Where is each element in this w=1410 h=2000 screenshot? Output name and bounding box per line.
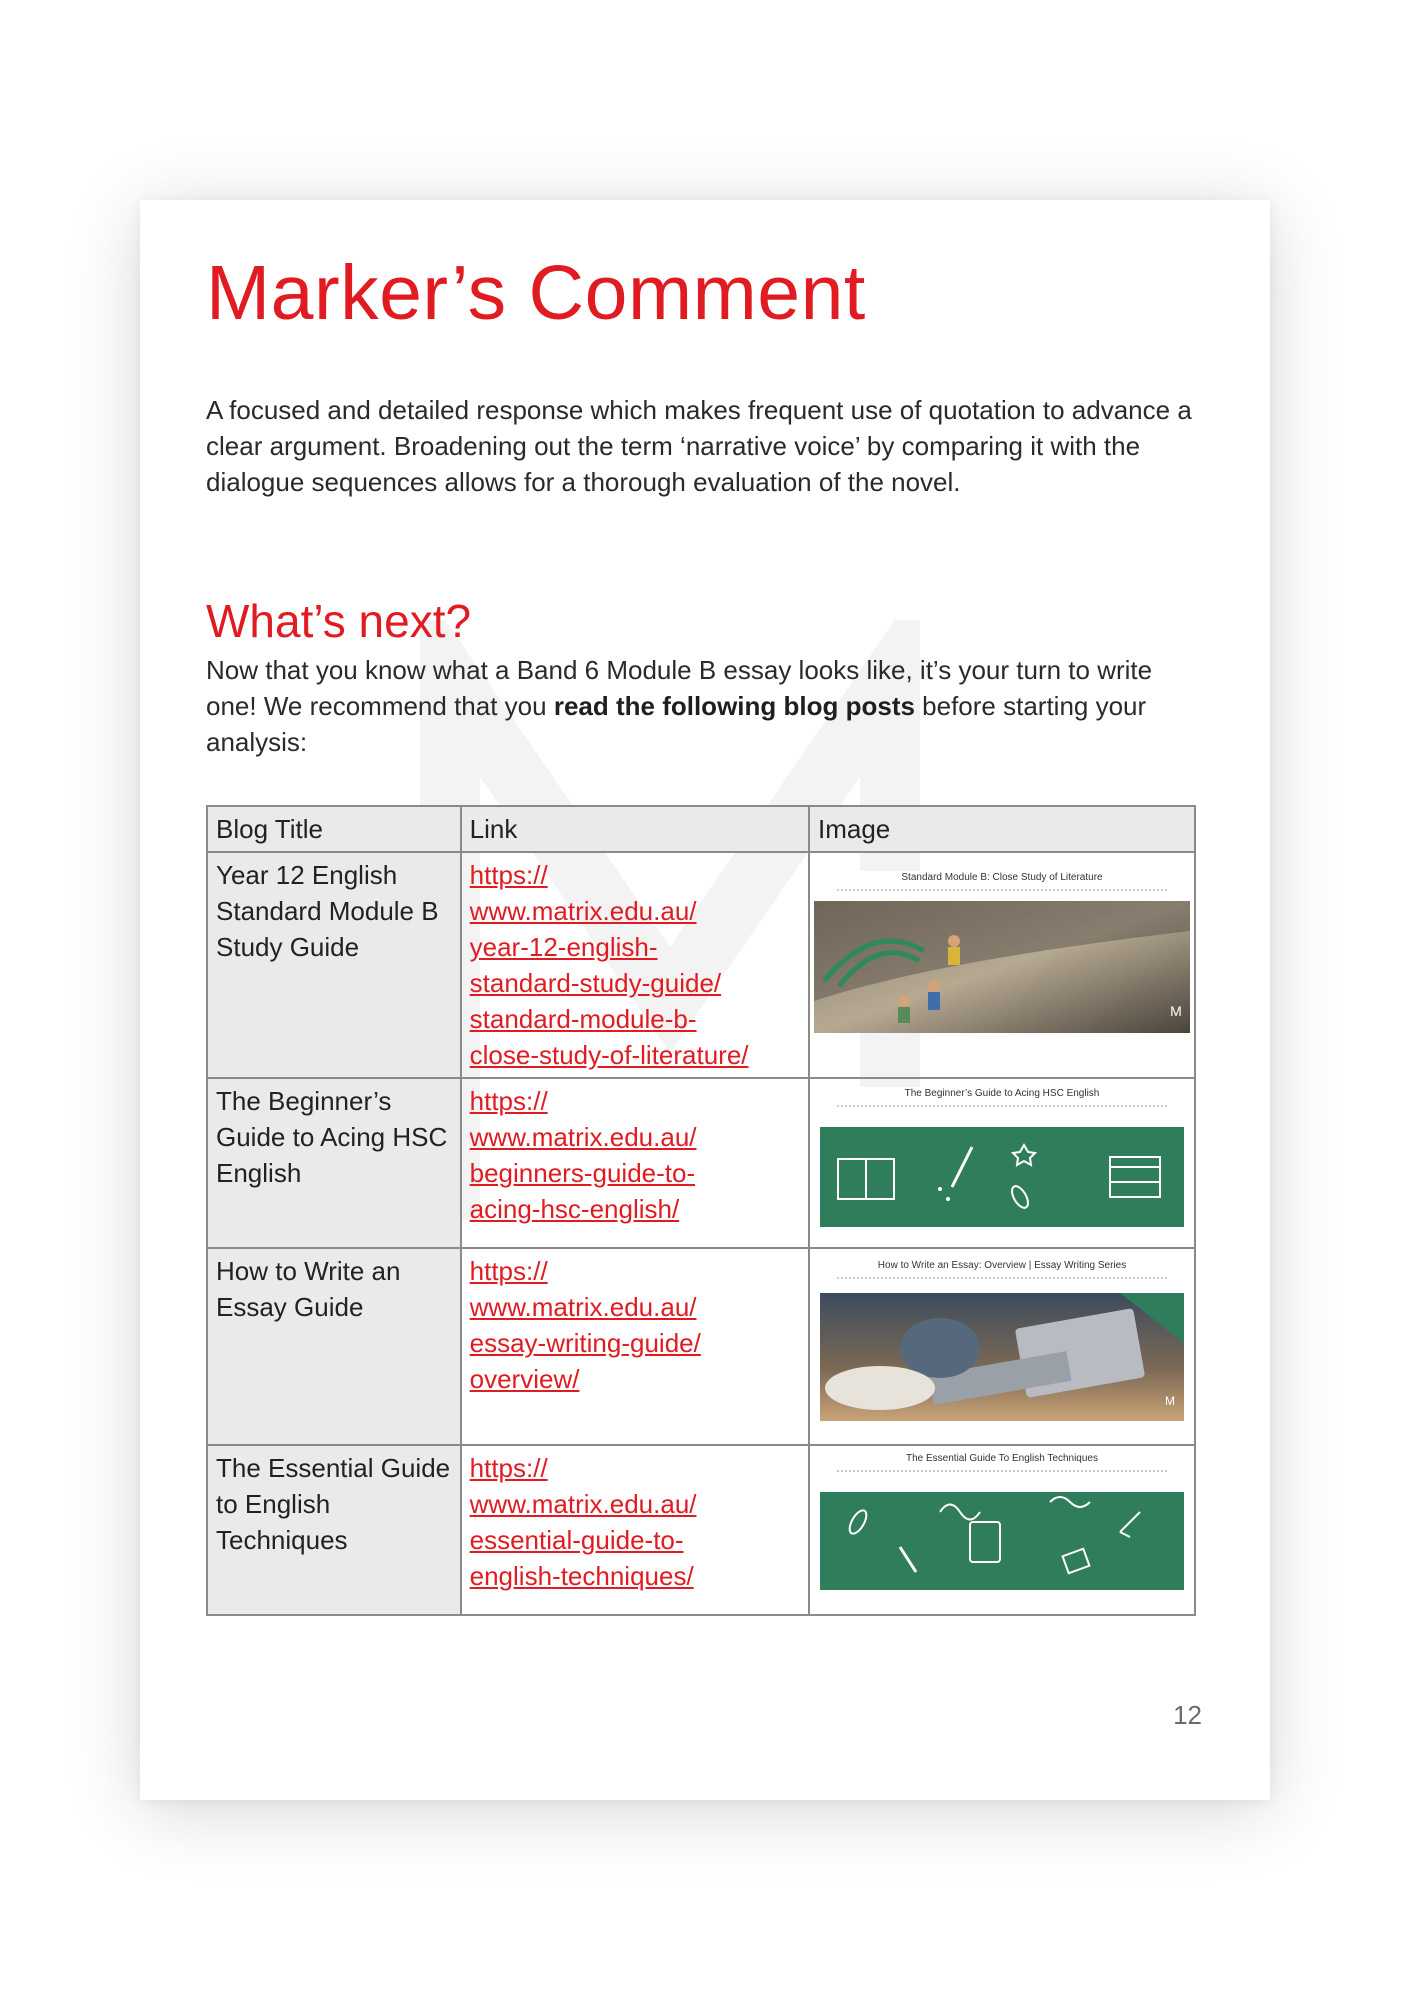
blog-title-cell: The Beginner’s Guide to Acing HSC English: [207, 1078, 461, 1248]
page-number: 12: [1173, 1700, 1202, 1730]
blog-posts-table: [206, 805, 1196, 1616]
whats-next-paragraph: [206, 652, 1206, 760]
thumbnail-subtitle: [837, 1277, 1167, 1293]
blog-link-cell: [461, 852, 809, 1078]
blog-title-cell: The Essential Guide to English Techniques: [207, 1445, 461, 1615]
header-image: Image: [809, 806, 1195, 852]
blog-title-cell: Year 12 English Standard Module B Study Guide: [207, 852, 461, 1078]
whats-next-heading: What’s next?: [206, 595, 472, 647]
thumbnail-title: The Beginner’s Guide to Acing HSC English: [904, 1088, 1100, 1099]
intro-text-end: before starting your analysis:: [206, 691, 1147, 757]
figurines-photo: [814, 901, 1190, 1033]
table-row: [207, 852, 1195, 1078]
thumbnail-title: How to Write an Essay: Overview | Essay Writing Series: [877, 1260, 1127, 1271]
green-doodle-banner: [820, 1492, 1184, 1590]
table-row: [207, 1445, 1195, 1615]
header-blog-title: Blog Title: [207, 806, 461, 852]
blog-link-cell: [461, 1248, 809, 1445]
blog-link-cell: [461, 1078, 809, 1248]
blog-link[interactable]: https:// www.matrix.edu.au/ year-12-english- standard-study-guide/ standard-module-b- close-study-of-literature/: [469, 860, 749, 1070]
table-row: [207, 1078, 1195, 1248]
intro-text: Now that you know what a Band 6 Module B essay looks like, it’s your turn to write one! We recommend that you: [206, 655, 1153, 721]
page-title: Marker’s Comment: [206, 250, 866, 336]
thumbnail-subtitle: [837, 1470, 1167, 1492]
blog-link[interactable]: https:// www.matrix.edu.au/ beginners-guide-to- acing-hsc-english/: [469, 1086, 697, 1224]
intro-bold-text: read the following blog posts: [553, 691, 915, 721]
blog-thumbnail[interactable]: [814, 1087, 1190, 1227]
header-link: Link: [461, 806, 809, 852]
document-page: [140, 200, 1270, 1800]
thumbnail-title: The Essential Guide To English Techniques: [906, 1453, 1098, 1464]
blog-link[interactable]: https:// www.matrix.edu.au/ essay-writing-guide/ overview/: [469, 1256, 701, 1394]
blog-image-cell: [809, 1248, 1195, 1445]
thumbnail-title: Standard Module B: Close Study of Literature: [901, 872, 1103, 883]
marker-comment-text: A focused and detailed response which makes frequent use of quotation to advance a clear argument. Broadening out the term ‘narrative voice’ by comparing it with the dialogue sequences allows for a thorough evaluation of the novel.: [206, 395, 1192, 497]
blog-image-cell: [809, 852, 1195, 1078]
blog-image-cell: [809, 1078, 1195, 1248]
blog-title-cell: How to Write an Essay Guide: [207, 1248, 461, 1445]
thumbnail-subtitle: [837, 1105, 1167, 1127]
laptop-photo: [820, 1293, 1184, 1421]
table-header-row: [207, 806, 1195, 852]
blog-image-cell: [809, 1445, 1195, 1615]
svg-text:M: M: [1165, 1394, 1175, 1408]
blog-thumbnail[interactable]: [814, 1259, 1190, 1421]
green-doodle-banner: [820, 1127, 1184, 1227]
blog-thumbnail[interactable]: [814, 1452, 1190, 1590]
blog-link-cell: [461, 1445, 809, 1615]
thumbnail-subtitle: [837, 889, 1167, 901]
blog-link[interactable]: https:// www.matrix.edu.au/ essential-guide-to- english-techniques/: [469, 1453, 697, 1591]
table-row: [207, 1248, 1195, 1445]
blog-thumbnail[interactable]: [814, 871, 1190, 1033]
svg-text:M: M: [1170, 1003, 1182, 1019]
